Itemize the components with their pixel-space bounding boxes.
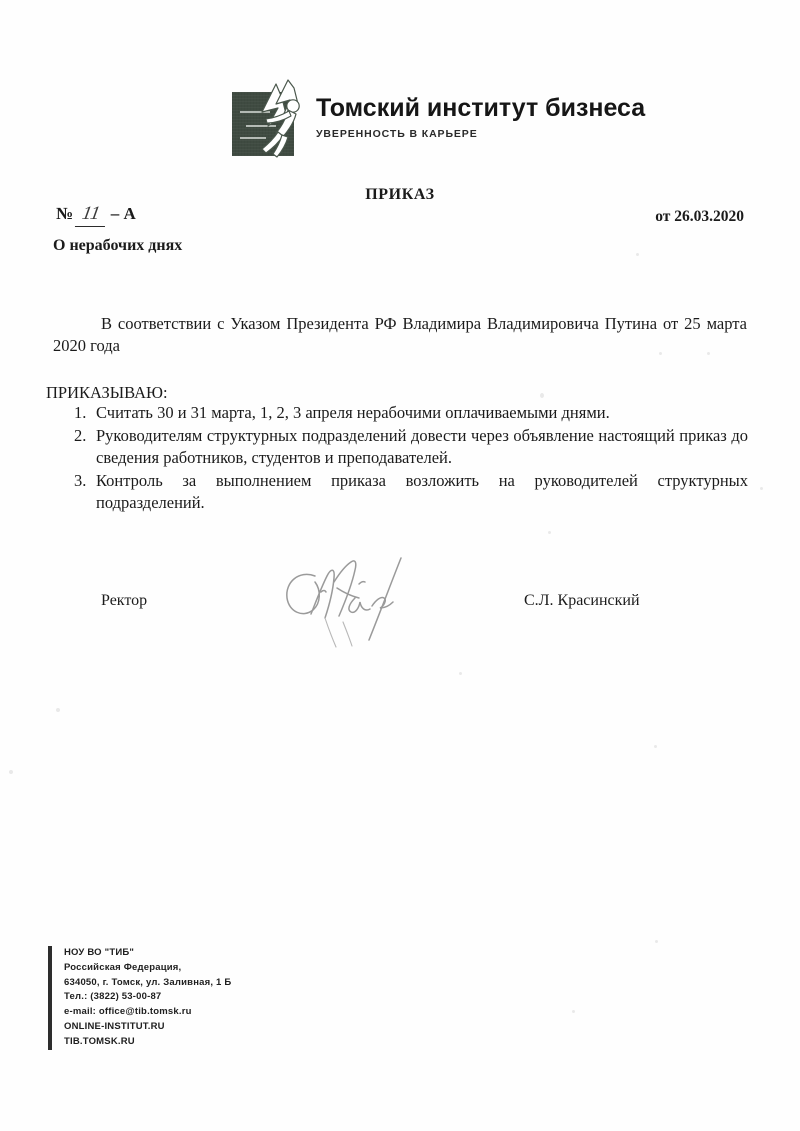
footer-website-line: TIB.TOMSK.RU [64,1035,135,1047]
scan-speck [572,1010,575,1013]
order-number-suffix: – А [110,204,136,223]
order-date: от 26.03.2020 [655,208,744,225]
document-body [53,313,747,357]
organization-slogan: УВЕРЕННОСТЬ В КАРЬЕРЕ [316,128,478,140]
scan-speck [654,745,657,748]
order-number [56,203,136,227]
list-item [74,425,748,468]
signature-block [0,592,800,620]
scan-speck [9,770,13,774]
clause-list [46,402,748,515]
list-item [74,402,748,423]
footer-website-line: ONLINE-INSTITUT.RU [64,1021,165,1033]
document-subject: О нерабочих днях [53,237,183,254]
clause-text: Считать 30 и 31 марта, 1, 2, 3 апреля нерабочими оплачиваемыми днями. [96,403,610,422]
footer-line: 634050, г. Томск, ул. Заливная, 1 Б [64,976,232,988]
scan-speck [540,393,544,398]
footer-line: НОУ ВО "ТИБ" [64,947,135,958]
footer-contact-block [48,946,231,1050]
footer-line: Российская Федерация, [64,961,182,973]
signer-role: Ректор [101,592,148,609]
order-number-prefix: № [56,204,74,223]
scan-speck [459,672,462,675]
scan-speck [56,708,60,712]
scan-speck [548,531,551,534]
document-type-heading: ПРИКАЗ [365,186,435,203]
brand-text [316,78,645,140]
list-item [74,470,748,513]
scan-speck [655,940,658,943]
organization-title: Томский институт бизнеса [316,94,646,122]
scan-speck [760,487,763,490]
preamble-paragraph: В соответствии с Указом Президента РФ Владимира Владимировича Путина от 25 марта 2020 года [53,314,747,355]
emblem-artwork [232,78,310,160]
clause-number: 1. [74,403,87,422]
scan-speck [636,253,639,256]
clause-number: 2. [74,426,87,446]
order-number-value: 11 [75,203,109,227]
letterhead [232,78,645,158]
clause-text: Контроль за выполнением приказа возложить на руководителей структурных подразделений. [96,471,748,512]
footer-email-line: e-mail: office@tib.tomsk.ru [64,1006,192,1018]
clause-text: Руководителям структурных подразделений довести через объявление настоящий приказ до сведения работников, студентов и преподавателей. [96,426,748,467]
clause-number: 3. [74,471,87,491]
order-verb: ПРИКАЗЫВАЮ: [46,383,168,402]
winged-figure-emblem-icon [232,78,302,158]
footer-line: Тел.: (3822) 53-00-87 [64,991,162,1003]
signer-name: С.Л. Красинский [524,592,640,609]
